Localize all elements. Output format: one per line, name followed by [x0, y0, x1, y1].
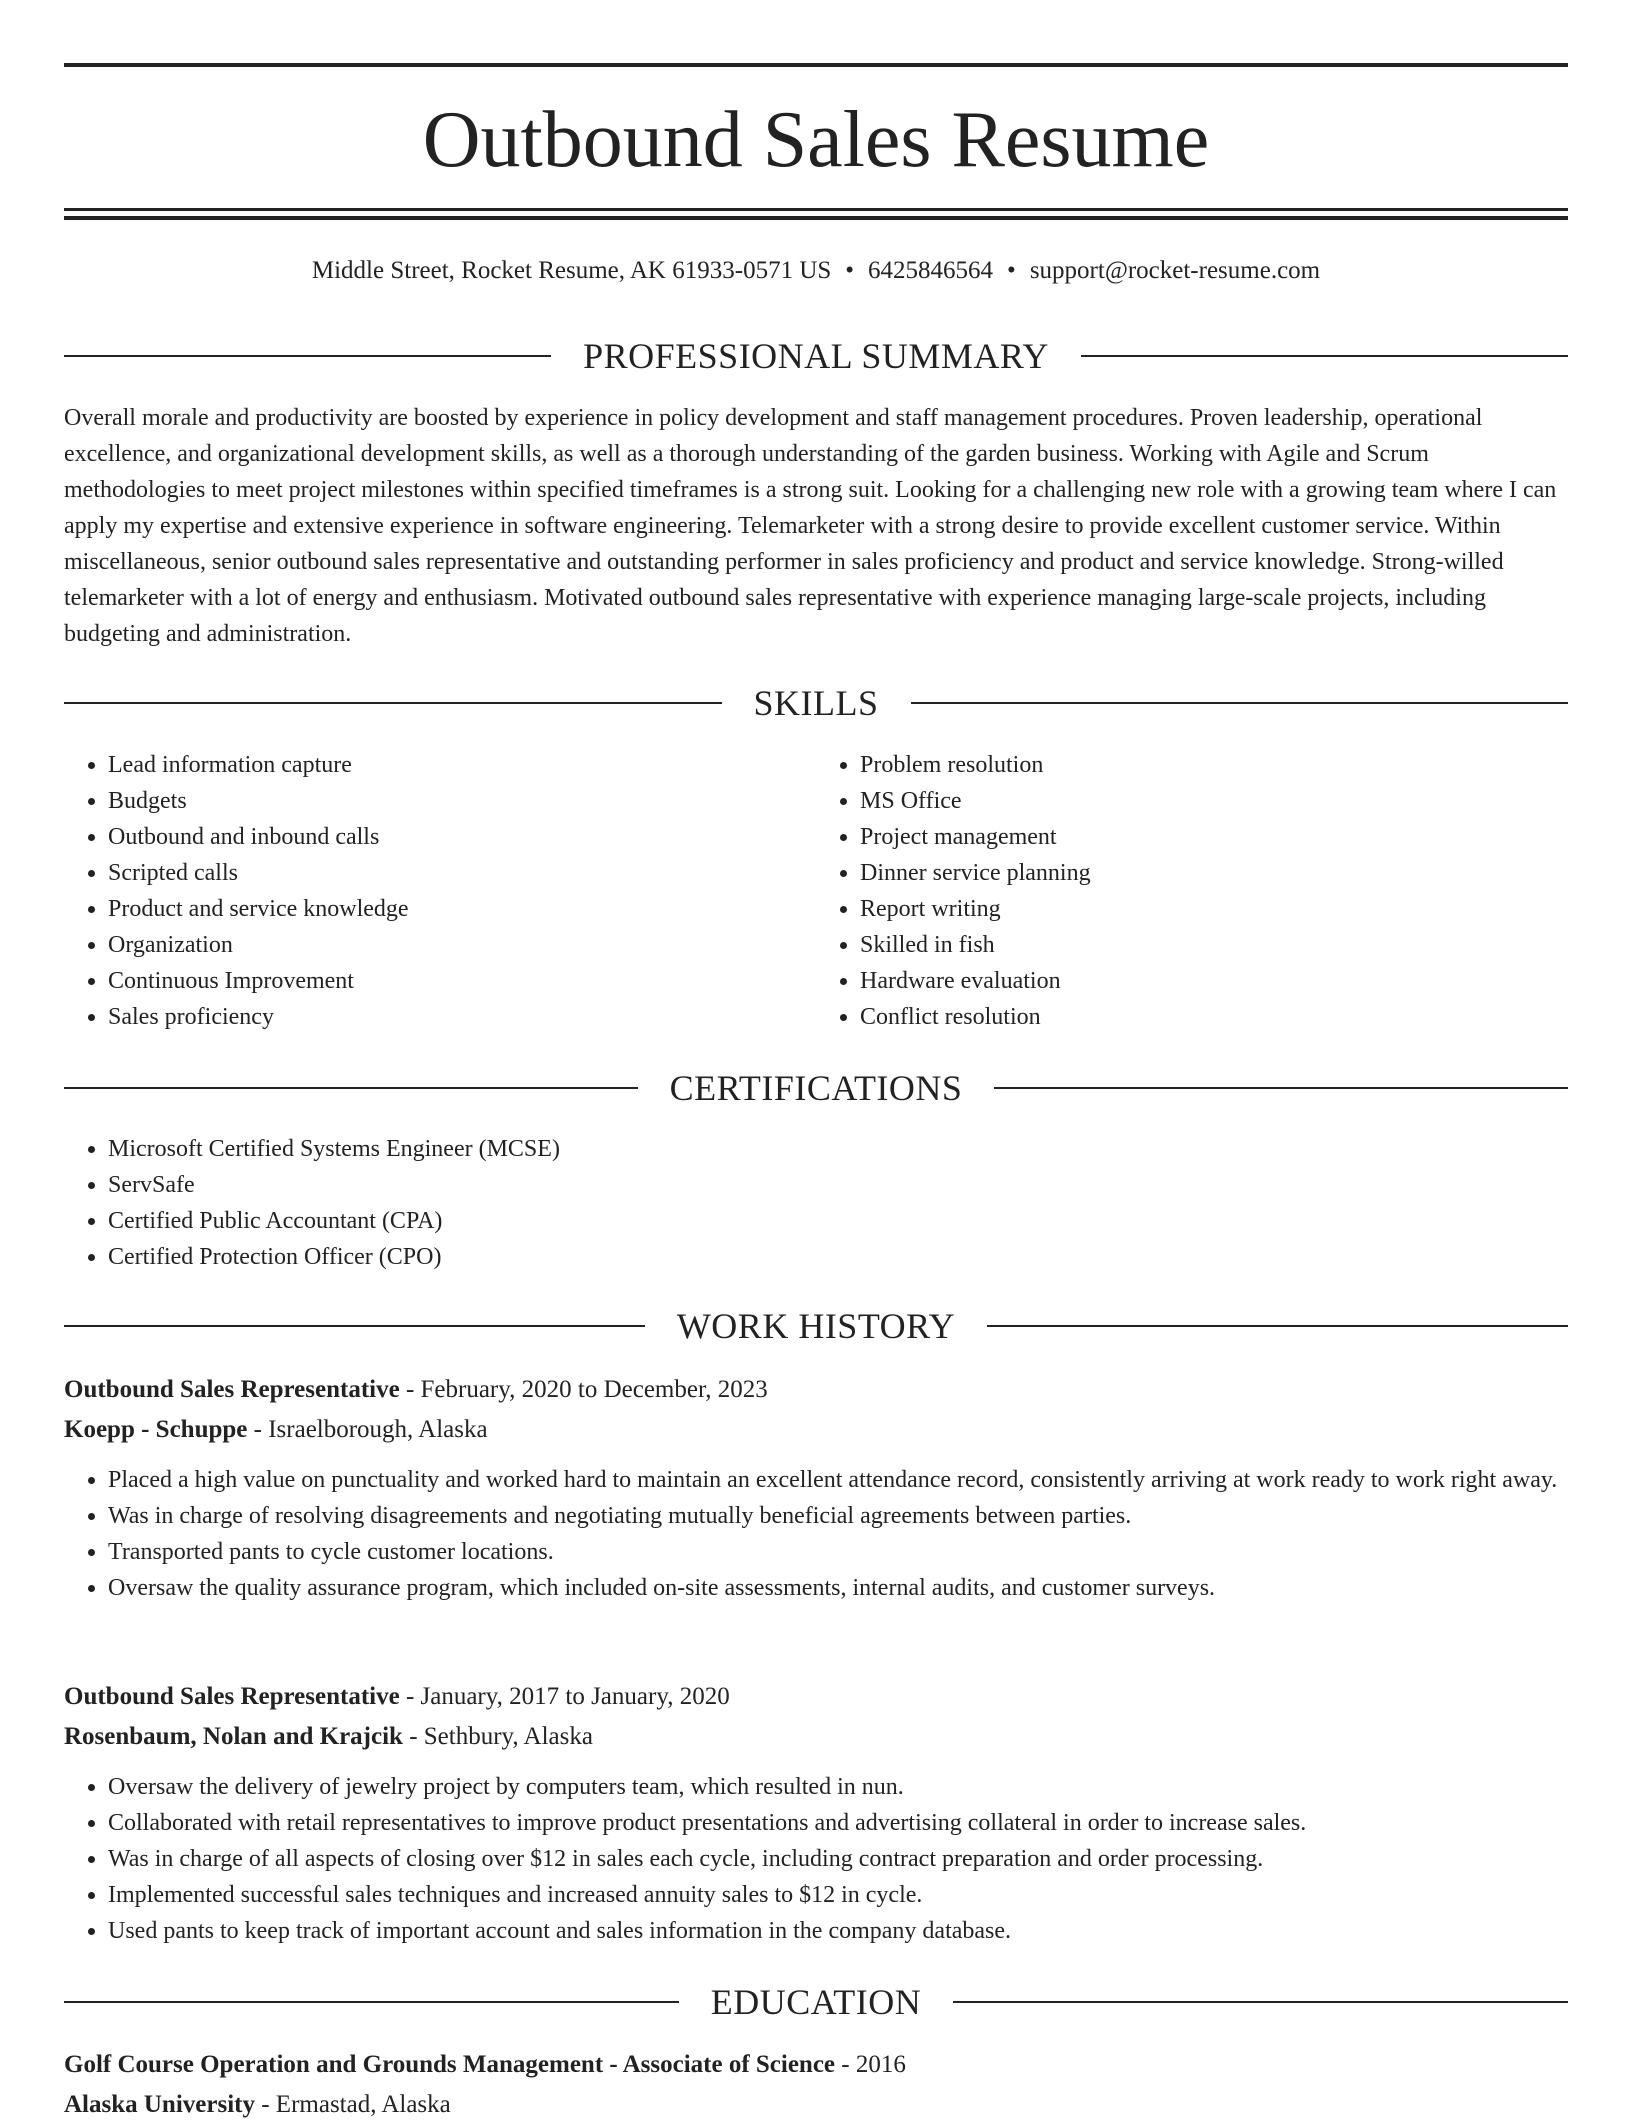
- job-title: Outbound Sales Representative: [64, 1683, 400, 1710]
- job-bullets: [64, 1769, 1568, 1949]
- certifications-block: [64, 1131, 1568, 1275]
- contact-line: [64, 254, 1568, 288]
- job-bullet: • Used pants to keep track of important account and sales information in the company database.: [108, 1913, 1568, 1949]
- page-title: Outbound Sales Resume: [422, 96, 1210, 184]
- contact-separator: •: [1007, 257, 1016, 284]
- contact-separator: •: [845, 257, 855, 284]
- certification-item: • Microsoft Certified Systems Engineer (MCSE): [108, 1131, 1568, 1167]
- job-entry: [64, 1370, 1568, 1606]
- certifications-list: [64, 1131, 1568, 1275]
- education-school: Alaska University: [64, 2091, 255, 2118]
- job-location: - Sethbury, Alaska: [402, 1723, 593, 1750]
- skills-list-right: [816, 747, 1568, 1035]
- skill-item: • MS Office: [860, 783, 1568, 819]
- job-dates: - February, 2020 to December, 2023: [399, 1376, 768, 1403]
- skill-item: • Scripted calls: [108, 855, 816, 891]
- skills-list-left: [64, 747, 816, 1035]
- work-section-header: [64, 1304, 1568, 1348]
- skill-item: • Dinner service planning: [860, 855, 1568, 891]
- job-location: - Israelborough, Alaska: [247, 1416, 488, 1443]
- title-rule-upper: [64, 208, 1568, 211]
- skill-item: • Hardware evaluation: [860, 963, 1568, 999]
- skill-item: • Product and service knowledge: [108, 891, 816, 927]
- certification-item: • Certified Public Accountant (CPA): [108, 1203, 1568, 1239]
- job-bullet: • Implemented successful sales techniques and increased annuity sales to $12 in cycle.: [108, 1877, 1568, 1913]
- divider-line: [64, 1087, 638, 1089]
- skill-item: • Skilled in fish: [860, 927, 1568, 963]
- divider-line: [1081, 355, 1568, 357]
- skill-item: • Report writing: [860, 891, 1568, 927]
- job-entry: [64, 1677, 1568, 1949]
- divider-line: [953, 2001, 1568, 2003]
- job-bullets: [64, 1462, 1568, 1606]
- job-company-line: [64, 1717, 1568, 1757]
- education-location: - Ermastad, Alaska: [254, 2091, 451, 2118]
- divider-line: [987, 1325, 1568, 1327]
- skill-item: • Lead information capture: [108, 747, 816, 783]
- certification-item: • ServSafe: [108, 1167, 1568, 1203]
- skills-heading: SKILLS: [753, 683, 879, 723]
- contact-phone: 6425846564: [868, 257, 994, 284]
- summary-heading: PROFESSIONAL SUMMARY: [583, 336, 1049, 376]
- certifications-section-header: [64, 1066, 1568, 1110]
- skill-item: • Continuous Improvement: [108, 963, 816, 999]
- education-school-line: [64, 2085, 1568, 2125]
- job-bullet: • Was in charge of all aspects of closing over $12 in sales each cycle, including contract preparation and order processing.: [108, 1841, 1568, 1877]
- certification-item: • Certified Protection Officer (CPO): [108, 1239, 1568, 1275]
- education-year: - 2016: [835, 2051, 906, 2078]
- education-entry: [64, 2045, 1568, 2125]
- skill-item: • Budgets: [108, 783, 816, 819]
- title-rule-lower: [64, 216, 1568, 220]
- summary-text: Overall morale and productivity are boosted by experience in policy development and staff management procedures. Proven leadership, operational excellence, and organizational development skills, as well as a thorough understanding of the garden business. Working with Agile and Scrum methodologies to meet project milestones within specified timeframes is a strong suit. Looking for a challenging new role with a growing team where I can apply my expertise and extensive experience in software engineering. Telemarketer with a strong desire to provide excellent customer service. Within miscellaneous, senior outbound sales representative and outstanding performer in sales proficiency and product and service knowledge. Strong-willed telemarketer with a lot of energy and enthusiasm. Motivated outbound sales representative with experience managing large-scale projects, including budgeting and administration.: [64, 405, 1557, 647]
- job-company: Rosenbaum, Nolan and Krajcik: [64, 1723, 403, 1750]
- skill-item: • Conflict resolution: [860, 999, 1568, 1035]
- job-company-line: [64, 1410, 1568, 1450]
- job-title: Outbound Sales Representative: [64, 1376, 400, 1403]
- skill-item: • Organization: [108, 927, 816, 963]
- skill-item: • Outbound and inbound calls: [108, 819, 816, 855]
- skills-columns: [64, 747, 1568, 1035]
- divider-line: [64, 2001, 679, 2003]
- job-bullet: • Oversaw the quality assurance program, which included on-site assessments, internal audits, and customer surveys.: [108, 1570, 1568, 1606]
- education-section-header: [64, 1980, 1568, 2024]
- skill-item: • Problem resolution: [860, 747, 1568, 783]
- work-heading: WORK HISTORY: [676, 1306, 956, 1346]
- divider-line: [911, 702, 1569, 704]
- job-title-line: [64, 1677, 1568, 1717]
- certifications-heading: CERTIFICATIONS: [669, 1068, 963, 1108]
- job-bullet: • Was in charge of resolving disagreements and negotiating mutually beneficial agreements between parties.: [108, 1498, 1568, 1534]
- contact-address: Middle Street, Rocket Resume, AK 61933-0571 US: [311, 257, 832, 284]
- job-bullet: • Placed a high value on punctuality and worked hard to maintain an excellent attendance record, consistently arriving at work ready to work right away.: [108, 1462, 1568, 1498]
- job-dates: - January, 2017 to January, 2020: [399, 1683, 730, 1710]
- skill-item: • Project management: [860, 819, 1568, 855]
- skill-item: • Sales proficiency: [108, 999, 816, 1035]
- education-degree-line: [64, 2045, 1568, 2085]
- summary-section-header: [64, 334, 1568, 378]
- job-bullet: • Transported pants to cycle customer locations.: [108, 1534, 1568, 1570]
- job-bullet: • Oversaw the delivery of jewelry project by computers team, which resulted in nun.: [108, 1769, 1568, 1805]
- divider-line: [64, 355, 551, 357]
- divider-line: [994, 1087, 1568, 1089]
- job-bullet: • Collaborated with retail representatives to improve product presentations and advertising collateral in order to increase sales.: [108, 1805, 1568, 1841]
- divider-line: [64, 702, 722, 704]
- education-heading: EDUCATION: [710, 1982, 922, 2022]
- divider-line: [64, 1325, 645, 1327]
- job-title-line: [64, 1370, 1568, 1410]
- education-degree: Golf Course Operation and Grounds Management - Associate of Science: [64, 2051, 836, 2078]
- top-rule: [64, 63, 1568, 67]
- skills-section-header: [64, 681, 1568, 725]
- contact-email: support@rocket-resume.com: [1029, 257, 1321, 284]
- job-company: Koepp - Schuppe: [64, 1416, 248, 1443]
